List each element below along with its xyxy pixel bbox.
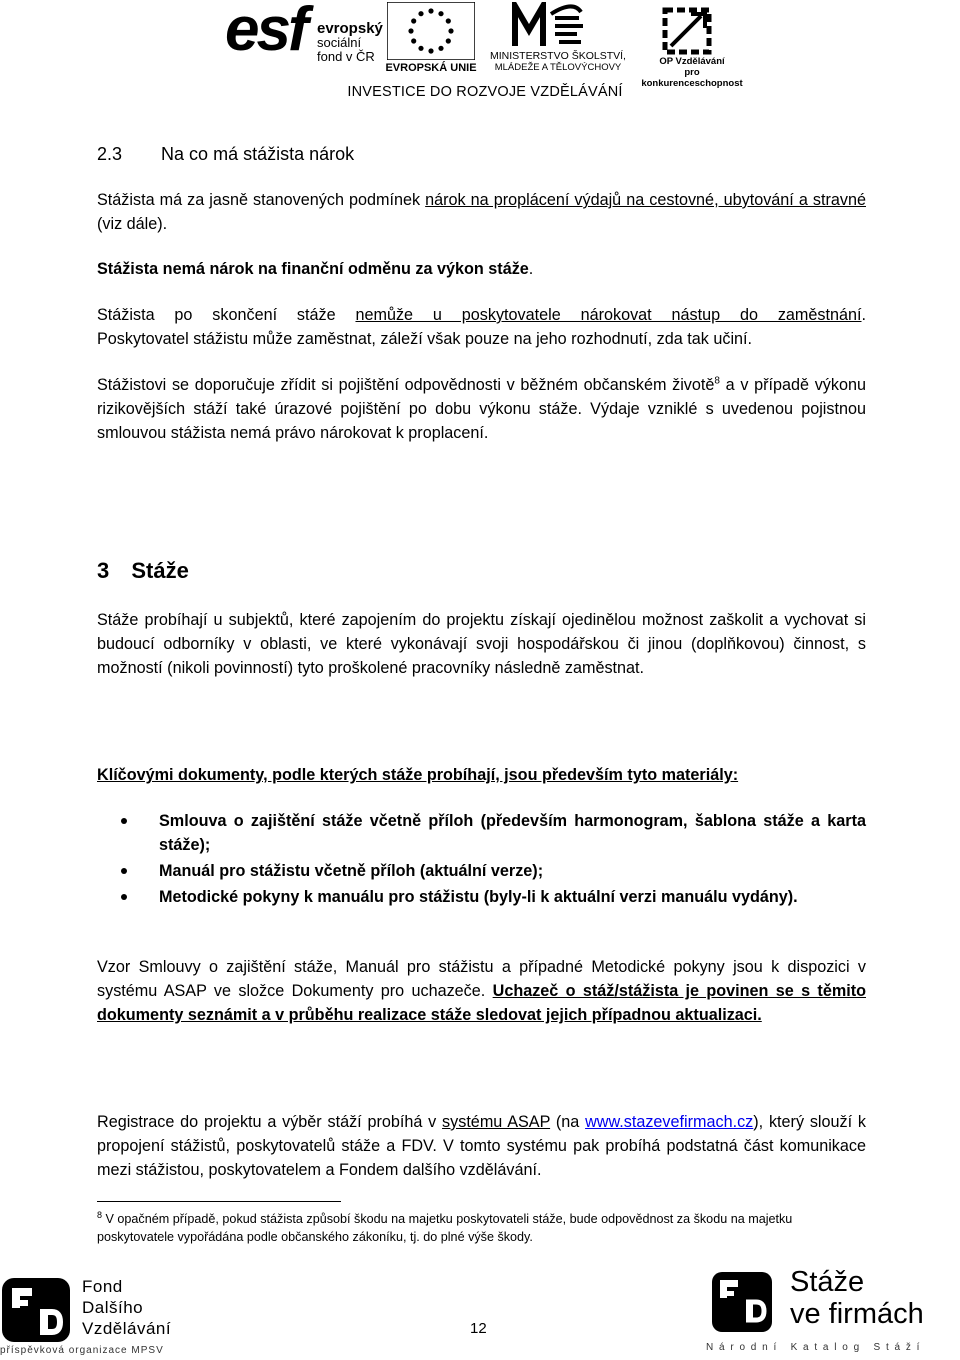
eu-flag-icon xyxy=(387,2,475,60)
heading-number: 3 xyxy=(97,558,110,583)
op-square-icon xyxy=(661,6,715,56)
bullet-icon xyxy=(121,894,127,900)
section-2-3-paragraph-4: Stážistovi se doporučuje zřídit si pojištění odpovědnosti v běžném občanském životě$^8$ a v případě výkonu rizikovějších stáží také úrazové pojištění po dobu výkonu stáže. Výdaje vzniklé s uvedenou pojistnou smlouvou stážista nemá právo nárokovat k proplacení. xyxy=(97,375,866,442)
section-2-3-paragraph-2: Stážista nemá nárok na finanční odměnu za výkon stáže. xyxy=(97,260,534,278)
list-item: Smlouva o zajištění stáže včetně příloh (především harmonogram, šablona stáže a karta stáže); xyxy=(97,809,866,857)
footnote-separator xyxy=(97,1201,341,1202)
esf-logo-glyph: esf xyxy=(225,0,306,64)
section-3-paragraph-2: Vzor Smlouvy o zajištění stáže, Manuál pro stážistu a případné Metodické pokyny jsou k dispozici v systému ASAP ve složce Dokumenty pro uchazeče. Uchazeč o stáž/stážista je povinen se s těmito dokumenty seznámit a v průběhu realizace stáže sledovat jejich případnou aktualizaci. xyxy=(97,958,866,1024)
op-text: OP Vzdělávání pro konkurenceschopnost xyxy=(641,56,743,89)
key-documents-list xyxy=(97,809,866,911)
eu-logo xyxy=(385,0,477,76)
bullet-icon xyxy=(121,818,127,824)
msmt-text: MINISTERSTVO ŠKOLSTVÍ, MLÁDEŽE A TĚLOVÝCHOVY xyxy=(490,50,626,73)
fdv-text: Fond Dalšího Vzdělávání xyxy=(82,1277,172,1338)
msmt-mark-icon xyxy=(511,2,601,48)
header-logos xyxy=(225,0,745,110)
footnote-number: 8 xyxy=(97,1210,103,1220)
asap-system-link[interactable]: systému ASAP xyxy=(442,1113,551,1131)
section-3-paragraph-3: Registrace do projektu a výběr stáží probíhá v systému ASAP (na www.stazevefirmach.cz), který slouží k propojení stážistů, poskytovatelů stáže a FDV. V tomto systému pak probíhá podstatná část komunikace mezi stážistou, poskytovatelem a Fondem dalšího vzdělávání. xyxy=(97,1113,866,1179)
bullet-icon xyxy=(121,868,127,874)
svf-logo xyxy=(706,1266,960,1360)
section-2-3-paragraph-3: Stážista po skončení stáže nemůže u poskytovatele nárokovat nástup do zaměstnání. Poskytovatel stážistu může zaměstnat, záleží však pouze na jeho rozhodnutí, zda tak učiní. xyxy=(97,306,867,348)
esf-text: evropský sociální fond v ČR xyxy=(317,20,383,64)
svf-text: Stáže ve firmách xyxy=(790,1266,924,1330)
header-banner: INVESTICE DO ROZVOJE VZDĚLÁVÁNÍ xyxy=(347,84,623,100)
eu-text: EVROPSKÁ UNIE xyxy=(385,62,477,74)
section-3-heading xyxy=(97,558,189,584)
svf-subtitle: N á r o d n í K a t a l o g S t á ž í xyxy=(706,1342,921,1353)
page-number: 12 xyxy=(470,1320,487,1337)
section-3-paragraph-1: Stáže probíhají u subjektů, které zapojením do projektu získají ojedinělou možnost zaškolit a vychovat si budoucí odborníky v oblasti, ve které vykonávají svoji hospodářskou či jinou (doplňkovou) činnost, s možností (nikoli povinností) tyto proškolené pracovníky následně zaměstnat. xyxy=(97,611,866,677)
key-documents-heading: Klíčovými dokumenty, podle kterých stáže probíhají, jsou především tyto materiály: xyxy=(97,766,739,784)
svf-mark-icon xyxy=(710,1270,774,1334)
heading-text: Stáže xyxy=(131,558,189,583)
section-2-3-heading xyxy=(97,144,354,165)
section-2-3-paragraph-1: Stážista má za jasně stanovených podmínek nárok na proplácení výdajů na cestovné, ubytování a stravné (viz dále). xyxy=(97,191,866,233)
heading-number: 2.3 xyxy=(97,144,123,164)
esf-logo xyxy=(225,0,383,74)
msmt-logo xyxy=(483,0,633,76)
heading-text: Na co má stážista nárok xyxy=(161,144,355,164)
op-logo xyxy=(639,0,745,89)
footnote-ref: 8 xyxy=(714,375,720,387)
list-item: Metodické pokyny k manuálu pro stážistu (byly-li k aktuální verzi manuálu vydány). xyxy=(97,885,866,909)
fdv-subtitle: příspěvková organizace MPSV xyxy=(0,1345,164,1356)
website-link[interactable]: www.stazevefirmach.cz xyxy=(585,1113,754,1131)
list-item: Manuál pro stážistu včetně příloh (aktuální verze); xyxy=(97,859,866,883)
fdv-logo xyxy=(0,1272,200,1360)
footnote: $^8$ V opačném případě, pokud stážista způsobí škodu na majetku poskytovateli stáže, bude odpovědnost za škodu na majetku poskytovatele vypořádána podle občanského zákoníku, tj. do plné výše škody. xyxy=(97,1210,793,1245)
fdv-mark-icon xyxy=(0,1276,72,1344)
